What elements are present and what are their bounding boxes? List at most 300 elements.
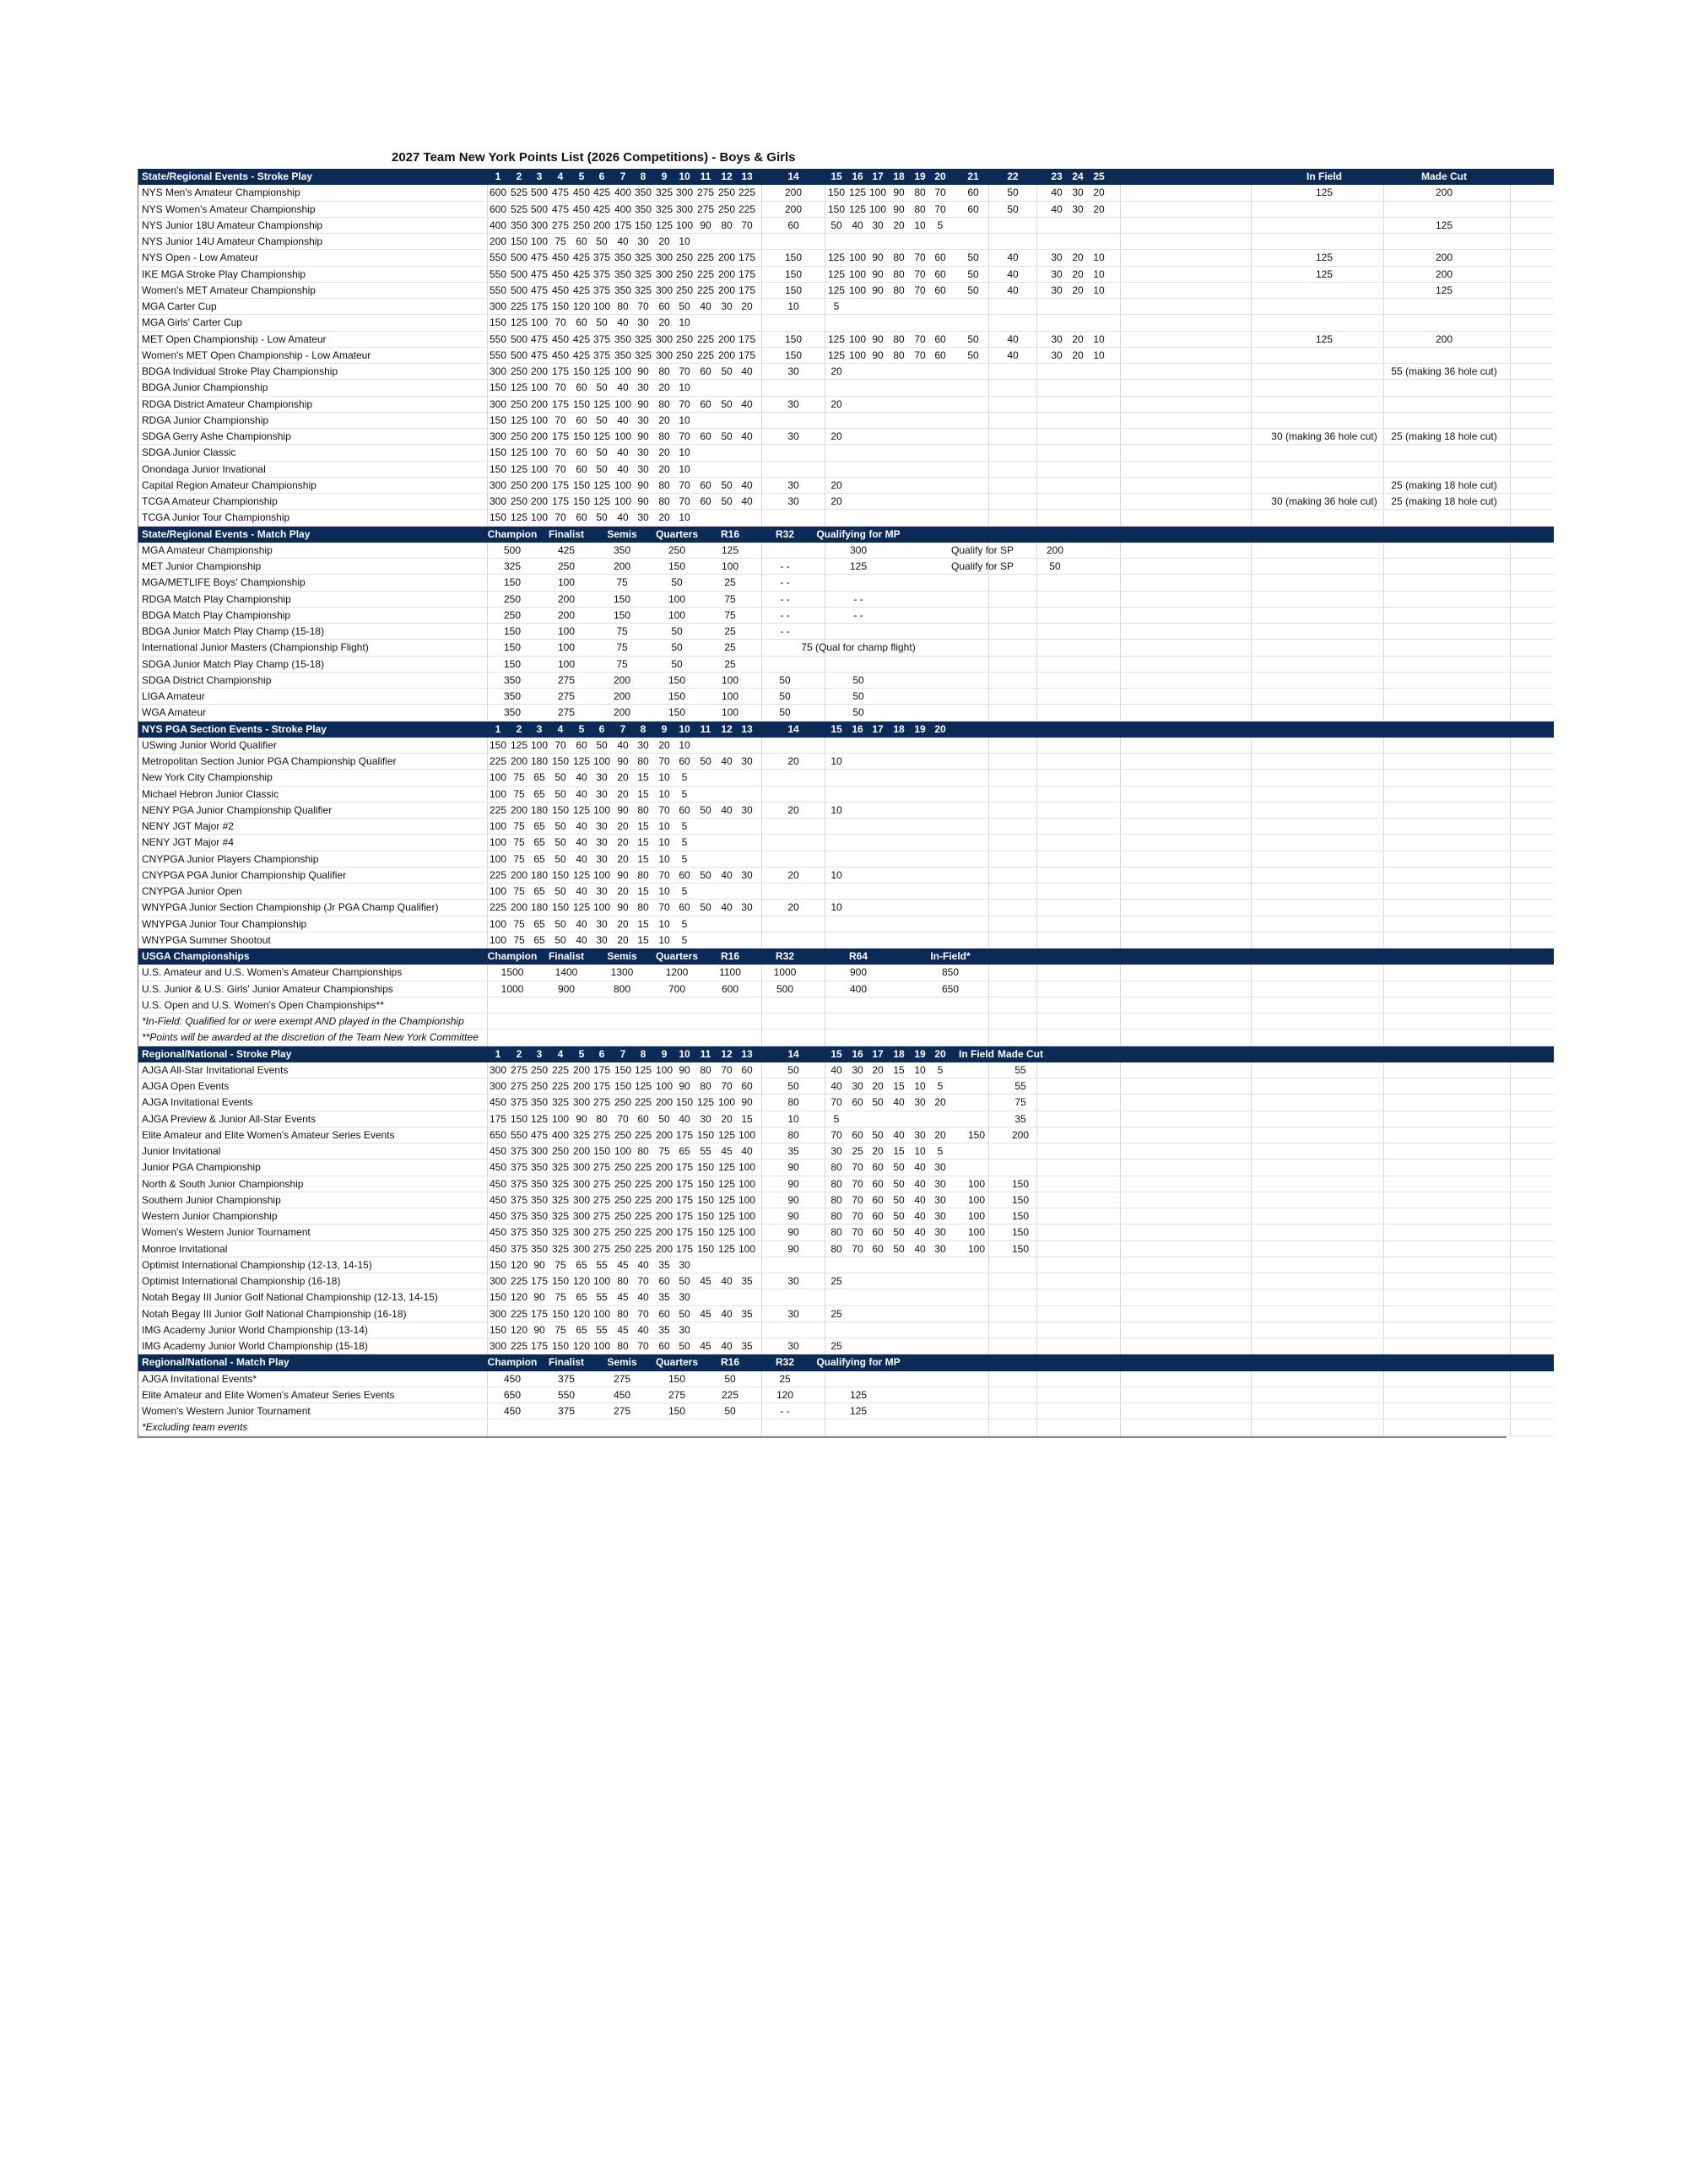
points-cell: 300 xyxy=(489,478,507,491)
points-cell: 70 xyxy=(830,1128,842,1141)
points-cell: 30 xyxy=(852,1063,863,1076)
points-cell: 50 xyxy=(852,673,864,686)
points-cell: 25 (making 18 hole cut) xyxy=(1391,430,1497,442)
column-header: 15 xyxy=(830,170,842,182)
points-cell: 350 xyxy=(614,349,632,361)
points-cell: 90 xyxy=(872,251,884,264)
points-cell: 30 xyxy=(934,1161,946,1174)
table-row xyxy=(138,1306,1554,1322)
table-row xyxy=(138,819,1554,835)
points-cell: 50 xyxy=(596,316,608,329)
points-cell: 40 xyxy=(1007,284,1019,296)
points-cell: 400 xyxy=(614,203,632,215)
points-cell: 90 xyxy=(679,1080,690,1092)
points-cell: 225 xyxy=(510,1275,528,1287)
points-cell: 100 xyxy=(530,462,549,475)
points-cell: 40 xyxy=(914,1210,926,1222)
points-cell: 50 xyxy=(721,397,733,410)
points-cell: 125 xyxy=(717,1161,736,1174)
points-cell: 150 xyxy=(668,560,686,572)
points-cell: 40 xyxy=(741,495,753,507)
points-cell: 275 xyxy=(510,1080,528,1092)
section-header-row xyxy=(138,1354,1554,1370)
points-cell: 500 xyxy=(530,203,549,215)
event-name: Capital Region Amateur Championship xyxy=(142,478,316,491)
points-cell: 300 xyxy=(655,268,674,280)
points-cell: 45 xyxy=(721,1145,733,1157)
points-cell: 425 xyxy=(592,203,611,215)
points-cell: 300 xyxy=(655,284,674,296)
points-cell: 100 xyxy=(489,820,507,832)
column-header: 4 xyxy=(557,1047,564,1060)
column-header: 1 xyxy=(495,722,501,735)
points-cell: 100 xyxy=(721,673,739,686)
points-cell: 40 xyxy=(617,381,629,394)
points-cell: 50 xyxy=(724,1405,736,1417)
points-cell: 75 xyxy=(513,836,525,849)
points-cell: 70 xyxy=(852,1242,863,1255)
points-cell: 100 xyxy=(738,1210,756,1222)
points-cell: 150 xyxy=(551,1340,570,1352)
points-cell: 25 xyxy=(724,641,736,654)
column-header: 15 xyxy=(830,1047,842,1060)
table-row xyxy=(138,1078,1554,1095)
points-cell: 125 xyxy=(634,1063,652,1076)
footnote-row xyxy=(138,1014,1554,1030)
points-cell: 10 xyxy=(679,316,690,329)
points-cell: 40 xyxy=(914,1161,926,1174)
points-cell: 100 xyxy=(848,284,867,296)
page-title: 2027 Team New York Points List (2026 Competitions) - Boys & Girls xyxy=(392,150,796,165)
points-cell: 275 xyxy=(557,690,576,702)
points-cell: 20 xyxy=(872,1063,884,1076)
points-cell: 40 xyxy=(617,235,629,247)
points-cell: - - xyxy=(853,592,863,605)
points-cell: 30 xyxy=(637,462,649,475)
points-cell: 10 xyxy=(787,1112,799,1125)
points-cell: 325 xyxy=(551,1177,570,1190)
points-cell: 125 xyxy=(572,868,591,881)
table-row xyxy=(138,738,1554,754)
points-cell: 15 xyxy=(637,771,649,784)
points-cell: 550 xyxy=(489,332,507,345)
points-cell: 80 xyxy=(637,868,649,881)
points-cell: 375 xyxy=(510,1193,528,1206)
points-cell: 10 xyxy=(658,917,670,930)
points-cell: 50 xyxy=(671,625,683,637)
points-cell: 30 xyxy=(596,917,608,930)
points-cell: 50 xyxy=(830,219,842,231)
points-cell: 60 xyxy=(741,1080,753,1092)
column-header: R64 xyxy=(848,950,868,962)
points-cell: 275 xyxy=(510,1063,528,1076)
points-cell: 5 xyxy=(937,1080,944,1092)
event-name: U.S. Open and U.S. Women's Open Championships** xyxy=(142,998,384,1011)
points-cell: 100 xyxy=(721,706,739,719)
points-cell: 20 xyxy=(617,787,629,800)
points-cell: 200 xyxy=(717,251,736,264)
points-cell: 450 xyxy=(489,1210,507,1222)
points-cell: 1100 xyxy=(719,966,741,979)
points-cell: 150 xyxy=(551,803,570,816)
points-cell: 150 xyxy=(827,203,846,215)
column-header: Finalist xyxy=(548,527,585,540)
points-cell: 80 xyxy=(721,219,733,231)
points-cell: 475 xyxy=(530,251,549,264)
table-row xyxy=(138,1338,1554,1354)
points-cell: 30 xyxy=(596,933,608,946)
points-cell: 70 xyxy=(830,1096,842,1109)
points-cell: 20 xyxy=(658,316,670,329)
table-row xyxy=(138,202,1554,218)
points-cell: 225 xyxy=(634,1096,652,1109)
points-cell: 300 xyxy=(489,365,507,377)
points-cell: 70 xyxy=(852,1161,863,1174)
points-cell: 10 xyxy=(658,852,670,865)
column-header: Champion xyxy=(487,527,538,540)
points-cell: 50 xyxy=(679,1307,690,1320)
points-cell: 30 xyxy=(1072,203,1084,215)
column-header: 23 xyxy=(1051,170,1063,182)
column-header: 1 xyxy=(495,170,501,182)
footnote-text: *In-Field: Qualified for or were exempt AND played in the Championship xyxy=(142,1015,464,1027)
event-name: Metropolitan Section Junior PGA Championship Qualifier xyxy=(142,755,397,767)
table-row xyxy=(138,657,1554,673)
points-cell: 75 xyxy=(513,820,525,832)
points-cell: 90 xyxy=(787,1161,799,1174)
points-cell: 150 xyxy=(696,1128,715,1141)
column-header: 7 xyxy=(619,1047,626,1060)
event-name: RDGA Match Play Championship xyxy=(142,592,291,605)
column-header: 12 xyxy=(721,722,733,735)
column-header: R32 xyxy=(775,527,795,540)
points-cell: 30 xyxy=(596,771,608,784)
points-cell: 100 xyxy=(967,1226,986,1239)
points-cell: 10 xyxy=(679,381,690,394)
points-cell: 40 xyxy=(576,820,587,832)
points-cell: 65 xyxy=(533,787,545,800)
points-cell: 5 xyxy=(681,933,688,946)
points-cell: 60 xyxy=(576,316,587,329)
points-cell: 200 xyxy=(613,706,631,719)
points-cell: 200 xyxy=(572,1063,591,1076)
table-row xyxy=(138,1241,1554,1257)
points-cell: 125 xyxy=(572,901,591,914)
points-cell: 80 xyxy=(658,478,670,491)
points-cell: 200 xyxy=(717,268,736,280)
points-cell: 60 xyxy=(700,478,711,491)
points-cell: 300 xyxy=(572,1096,591,1109)
points-cell: 80 xyxy=(596,1112,608,1125)
column-header: 20 xyxy=(934,722,946,735)
points-cell: 100 xyxy=(738,1128,756,1141)
event-name: CNYPGA Junior Open xyxy=(142,885,242,897)
points-cell: 225 xyxy=(489,803,507,816)
points-cell: Qualify for SP xyxy=(950,560,1014,572)
column-header: Finalist xyxy=(548,950,585,962)
points-cell: 80 xyxy=(637,1145,649,1157)
column-header: 5 xyxy=(578,1047,585,1060)
points-cell: 40 xyxy=(1007,349,1019,361)
points-cell: 15 xyxy=(741,1112,753,1125)
points-cell: 90 xyxy=(617,803,629,816)
points-cell: 50 xyxy=(779,690,791,702)
column-header: Champion xyxy=(487,950,538,962)
points-cell: 100 xyxy=(557,576,576,589)
points-cell: - - xyxy=(780,560,790,572)
points-cell: 100 xyxy=(721,560,739,572)
points-cell: 10 xyxy=(914,1080,926,1092)
points-cell: 50 xyxy=(893,1161,905,1174)
points-cell: 225 xyxy=(696,268,715,280)
points-cell: 15 xyxy=(893,1080,905,1092)
points-cell: 75 (Qual for champ flight) xyxy=(801,641,916,654)
points-cell: 70 xyxy=(637,300,649,312)
points-cell: 90 xyxy=(533,1258,545,1271)
points-cell: 250 xyxy=(614,1193,632,1206)
points-cell: 80 xyxy=(830,1210,842,1222)
points-cell: 150 xyxy=(489,316,507,329)
points-cell: 500 xyxy=(530,187,549,199)
event-name: NENY JGT Major #2 xyxy=(142,820,234,832)
points-cell: 1300 xyxy=(610,966,634,979)
points-cell: 325 xyxy=(634,332,652,345)
event-name: NENY JGT Major #4 xyxy=(142,836,234,849)
points-cell: 70 xyxy=(658,868,670,881)
column-header: 4 xyxy=(557,170,564,182)
points-cell: 90 xyxy=(637,365,649,377)
points-cell: 30 xyxy=(787,478,799,491)
table-row xyxy=(138,1387,1554,1403)
points-cell: 125 xyxy=(827,284,846,296)
points-cell: 150 xyxy=(784,251,803,264)
event-name: Elite Amateur and Elite Women's Amateur Series Events xyxy=(142,1388,395,1401)
points-cell: 15 xyxy=(637,933,649,946)
points-cell: 250 xyxy=(510,495,528,507)
points-cell: 45 xyxy=(700,1340,711,1352)
points-cell: 200 xyxy=(1435,268,1453,280)
points-cell: 20 xyxy=(658,511,670,524)
points-cell: 475 xyxy=(530,284,549,296)
column-header: 13 xyxy=(741,1047,753,1060)
points-cell: 200 xyxy=(530,365,549,377)
points-cell: 375 xyxy=(592,268,611,280)
points-cell: 40 xyxy=(700,300,711,312)
points-cell: 250 xyxy=(675,332,694,345)
points-cell: 60 xyxy=(679,868,690,881)
column-header: 6 xyxy=(598,722,605,735)
points-cell: 30 xyxy=(830,1145,842,1157)
points-cell: 350 xyxy=(503,673,522,686)
points-cell: 100 xyxy=(738,1226,756,1239)
points-cell: 375 xyxy=(592,332,611,345)
points-cell: 20 xyxy=(658,738,670,751)
points-cell: 150 xyxy=(668,1372,686,1385)
table-row xyxy=(138,445,1554,461)
table-row xyxy=(138,348,1554,364)
points-cell: 125 xyxy=(717,1193,736,1206)
points-cell: 450 xyxy=(489,1242,507,1255)
points-cell: 150 xyxy=(510,1112,528,1125)
points-cell: 5 xyxy=(681,852,688,865)
points-cell: 150 xyxy=(489,381,507,394)
points-cell: 60 xyxy=(658,300,670,312)
event-name: LIGA Amateur xyxy=(142,690,205,702)
table-row xyxy=(138,851,1554,868)
footnote-row xyxy=(138,1030,1554,1046)
points-cell: 25 xyxy=(852,1145,863,1157)
event-name: NYS Open - Low Amateur xyxy=(142,251,259,264)
points-cell: 50 xyxy=(1007,187,1019,199)
points-cell: 75 xyxy=(724,608,736,621)
points-cell: 70 xyxy=(852,1210,863,1222)
table-row xyxy=(138,315,1554,331)
points-cell: 450 xyxy=(551,349,570,361)
points-cell: 50 xyxy=(658,1112,670,1125)
points-cell: 5 xyxy=(681,836,688,849)
points-cell: 45 xyxy=(700,1307,711,1320)
points-cell: 50 xyxy=(787,1063,799,1076)
event-name: MET Open Championship - Low Amateur xyxy=(142,332,327,345)
points-cell: 60 xyxy=(852,1096,863,1109)
points-cell: 40 xyxy=(576,836,587,849)
points-cell: 20 xyxy=(658,462,670,475)
points-cell: 100 xyxy=(848,349,867,361)
points-cell: 30 xyxy=(1051,251,1063,264)
points-cell: 550 xyxy=(510,1128,528,1141)
points-cell: 150 xyxy=(592,1145,611,1157)
points-cell: 200 xyxy=(530,397,549,410)
table-row xyxy=(138,429,1554,445)
points-cell: 200 xyxy=(655,1193,674,1206)
points-cell: 150 xyxy=(696,1193,715,1206)
table-row xyxy=(138,705,1554,721)
points-cell: 200 xyxy=(717,332,736,345)
points-cell: 200 xyxy=(530,430,549,442)
points-cell: 125 xyxy=(510,511,528,524)
points-cell: 35 xyxy=(1014,1112,1026,1125)
points-cell: 250 xyxy=(510,397,528,410)
points-cell: 50 xyxy=(852,706,864,719)
points-cell: 40 xyxy=(1007,251,1019,264)
event-name: Monroe Invitational xyxy=(142,1242,228,1255)
table-row xyxy=(138,1111,1554,1127)
points-cell: 100 xyxy=(848,332,867,345)
points-cell: 175 xyxy=(530,300,549,312)
points-cell: 500 xyxy=(776,982,794,995)
points-cell: 100 xyxy=(668,592,686,605)
points-cell: 10 xyxy=(679,738,690,751)
column-header: 19 xyxy=(914,1047,926,1060)
points-cell: 30 xyxy=(700,1112,711,1125)
points-cell: 100 xyxy=(967,1242,986,1255)
points-cell: 150 xyxy=(614,1063,632,1076)
points-cell: 200 xyxy=(1046,543,1064,556)
column-header: 3 xyxy=(536,170,543,182)
points-cell: 175 xyxy=(738,268,756,280)
points-cell: 200 xyxy=(655,1096,674,1109)
column-header: 18 xyxy=(893,722,905,735)
column-header: R16 xyxy=(720,1356,740,1369)
points-cell: 30 xyxy=(934,1210,946,1222)
section-header-row xyxy=(138,169,1554,185)
points-cell: 120 xyxy=(572,1307,591,1320)
points-cell: 60 xyxy=(576,235,587,247)
points-cell: 350 xyxy=(530,1193,549,1206)
points-cell: 40 xyxy=(830,1080,842,1092)
points-cell: 120 xyxy=(510,1258,528,1271)
points-cell: 30 xyxy=(637,738,649,751)
points-cell: 50 xyxy=(872,1128,884,1141)
points-cell: 35 xyxy=(658,1291,670,1304)
points-cell: 100 xyxy=(655,1063,674,1076)
points-cell: 500 xyxy=(510,349,528,361)
points-cell: 100 xyxy=(614,478,632,491)
points-cell: 275 xyxy=(696,187,715,199)
points-cell: 75 xyxy=(724,592,736,605)
points-cell: 100 xyxy=(614,1145,632,1157)
points-cell: 80 xyxy=(658,365,670,377)
points-cell: 10 xyxy=(679,511,690,524)
points-cell: 100 xyxy=(551,1112,570,1125)
points-cell: 90 xyxy=(700,219,711,231)
points-cell: 100 xyxy=(717,1096,736,1109)
section-title: State/Regional Events - Match Play xyxy=(142,527,311,540)
points-cell: 325 xyxy=(551,1242,570,1255)
points-cell: 20 xyxy=(617,917,629,930)
points-cell: 175 xyxy=(551,495,570,507)
points-cell: 70 xyxy=(741,219,753,231)
points-cell: 10 xyxy=(658,771,670,784)
table-row xyxy=(138,1257,1554,1273)
points-cell: 60 xyxy=(576,462,587,475)
points-cell: 125 xyxy=(510,462,528,475)
points-cell: 1000 xyxy=(500,982,524,995)
points-cell: 50 xyxy=(852,690,864,702)
event-name: BDGA Match Play Championship xyxy=(142,608,291,621)
points-cell: 175 xyxy=(675,1128,694,1141)
points-cell: 150 xyxy=(489,446,507,459)
points-cell: 700 xyxy=(668,982,686,995)
column-header: 10 xyxy=(679,1047,690,1060)
points-cell: 225 xyxy=(634,1193,652,1206)
points-cell: 1200 xyxy=(665,966,689,979)
points-cell: 10 xyxy=(1093,349,1105,361)
points-cell: 50 xyxy=(555,852,566,865)
points-cell: 50 xyxy=(967,268,979,280)
event-name: CNYPGA PGA Junior Championship Qualifier xyxy=(142,868,347,881)
event-name: TCGA Amateur Championship xyxy=(142,495,278,507)
event-name: WNYPGA Summer Shootout xyxy=(142,933,271,946)
event-name: MGA Amateur Championship xyxy=(142,543,273,556)
points-cell: 125 xyxy=(721,543,739,556)
event-name: SDGA Gerry Ashe Championship xyxy=(142,430,291,442)
table-row xyxy=(138,835,1554,851)
event-name: Southern Junior Championship xyxy=(142,1193,281,1206)
points-cell: 100 xyxy=(967,1210,986,1222)
points-cell: 150 xyxy=(614,1080,632,1092)
points-cell: 125 xyxy=(592,478,611,491)
points-cell: 375 xyxy=(592,284,611,296)
points-cell: 350 xyxy=(614,251,632,264)
points-cell: 125 xyxy=(1315,251,1334,264)
column-header: 7 xyxy=(619,170,626,182)
column-header: Quarters xyxy=(655,527,699,540)
points-cell: 150 xyxy=(551,1275,570,1287)
column-header: 11 xyxy=(700,1047,711,1060)
points-cell: 50 xyxy=(555,885,566,897)
points-cell: 350 xyxy=(510,219,528,231)
